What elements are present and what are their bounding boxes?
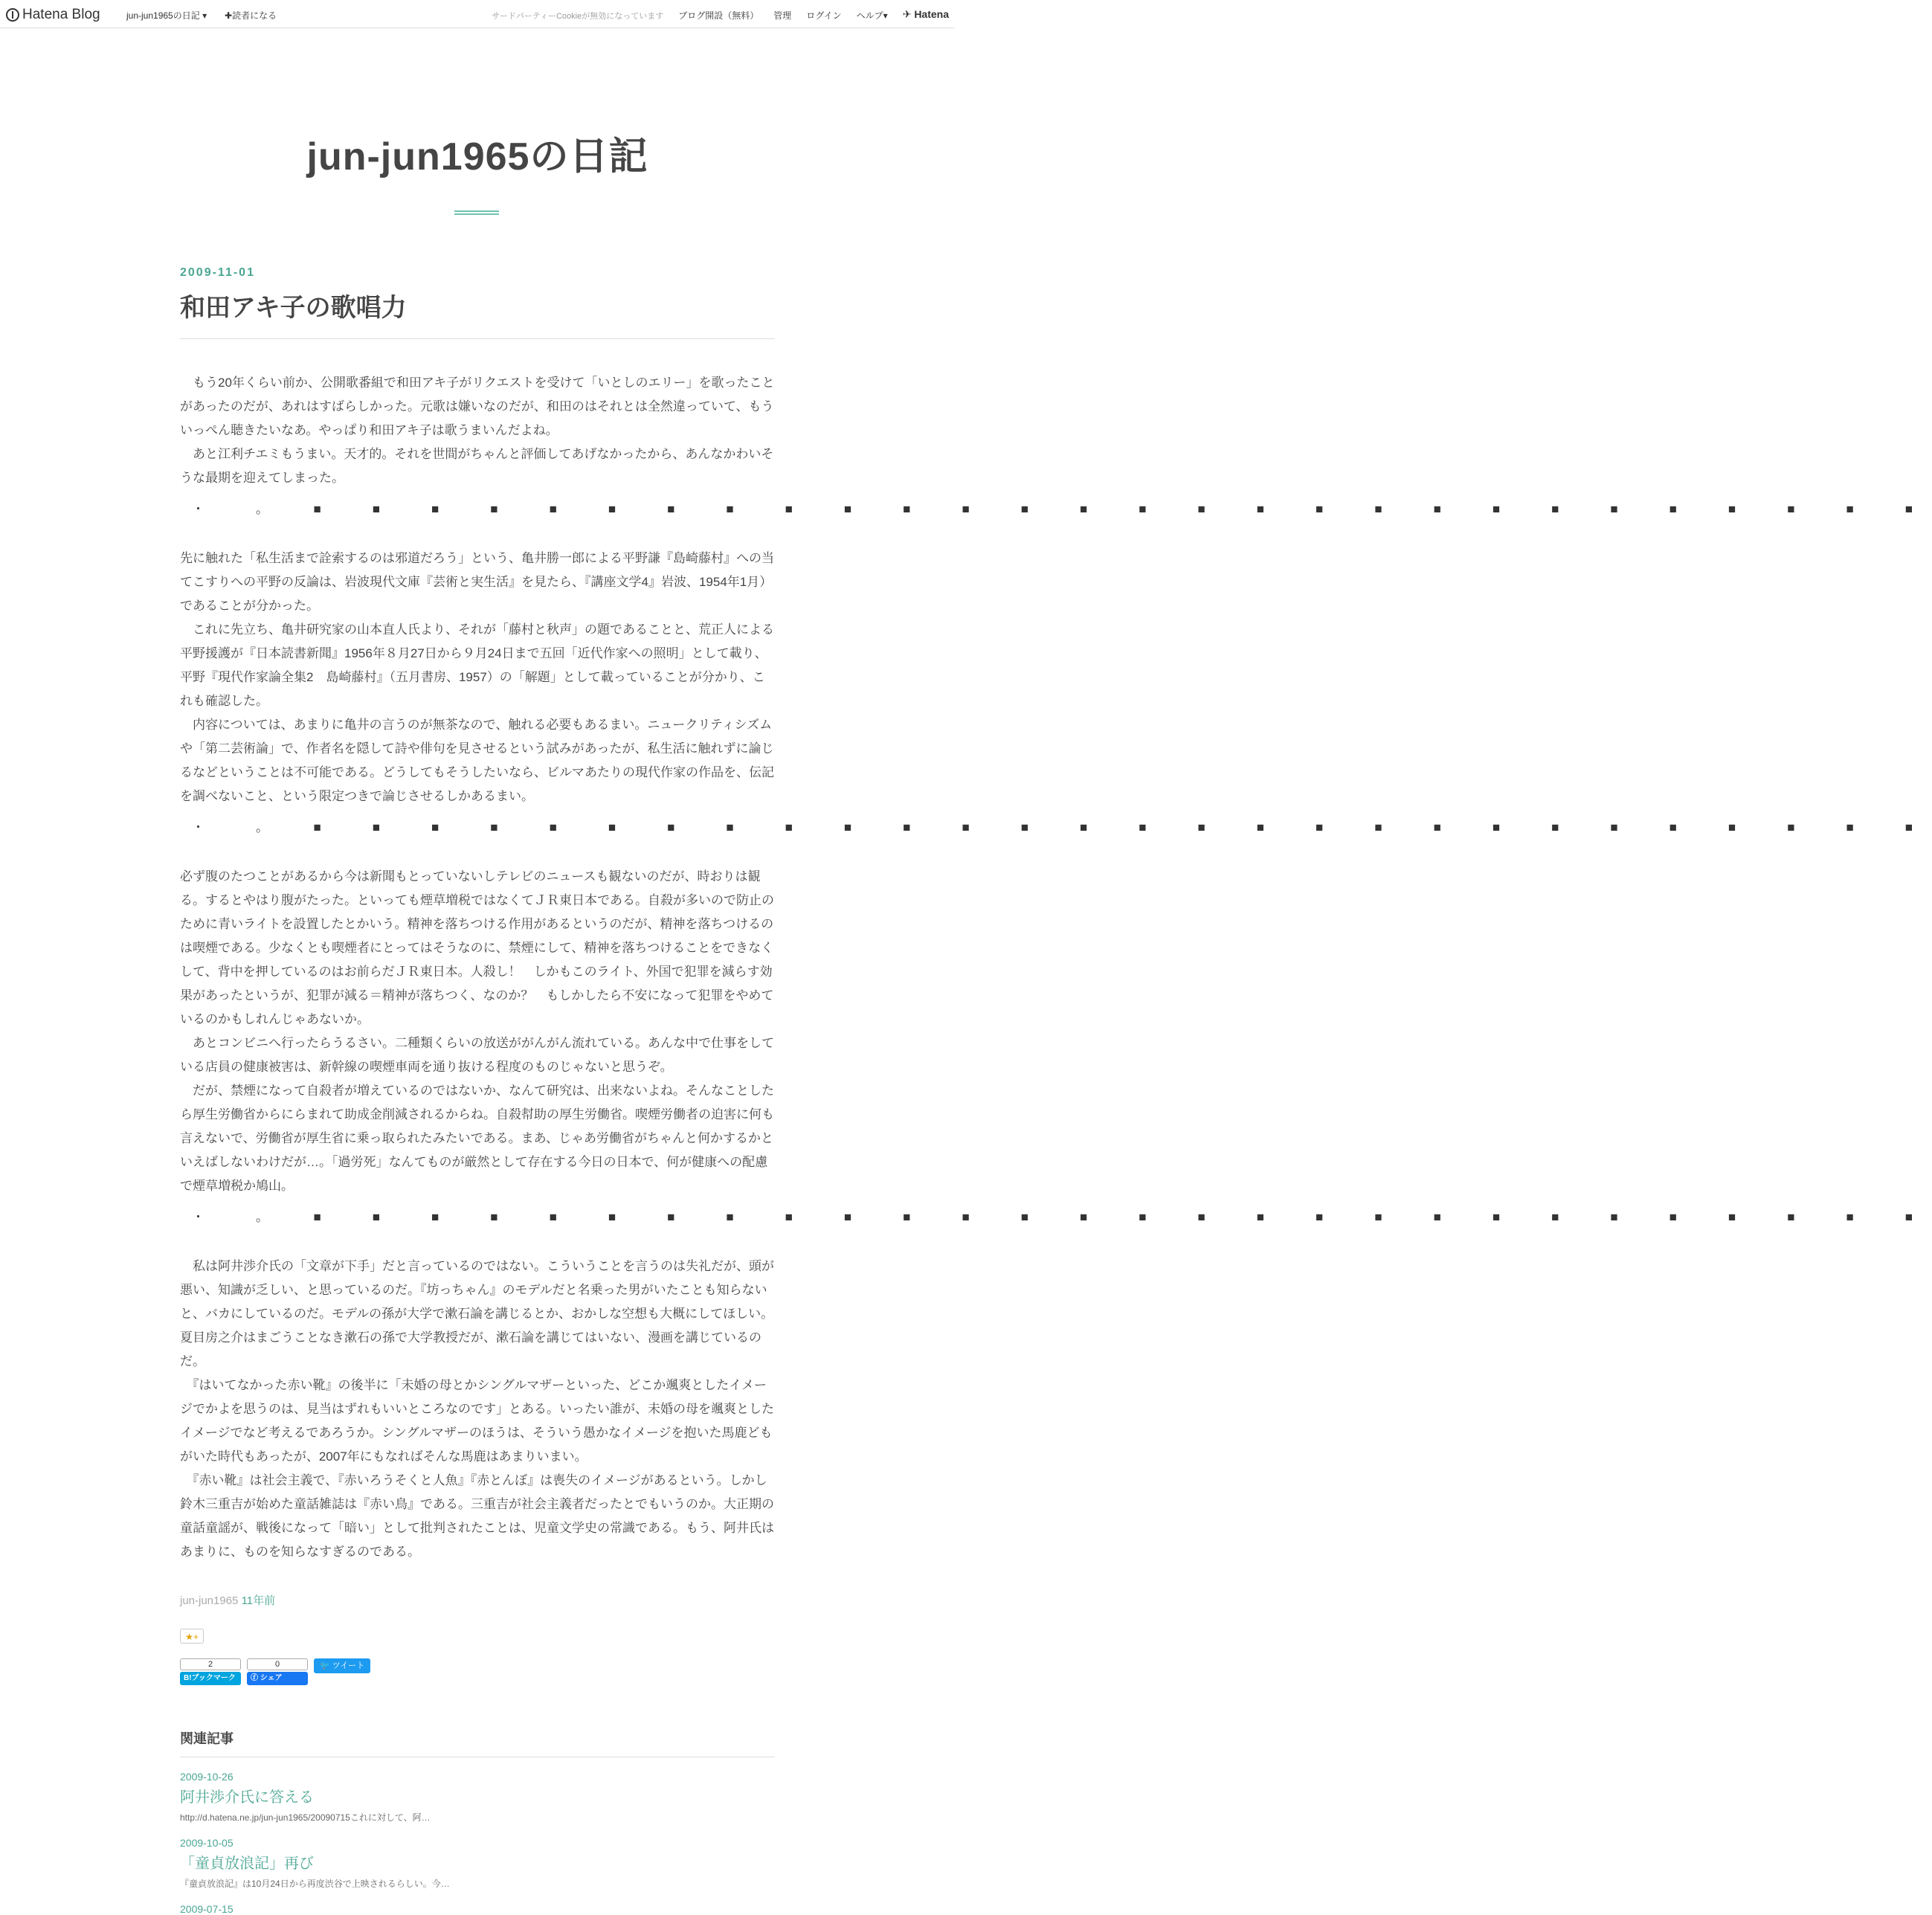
paragraph: これに先立ち、亀井研究家の山本直人氏より、それが「藤村と秋声」の題であることと、荒正人による平野援護が『日本読書新聞』1956年８月27日から９月24日まで五回「近代作家への照明」として載り、平野『現代作家論全集2 島崎藤村』（五月書房、1957）の「解題」として載っていることが分かり、これも確認した。 [180, 622, 774, 708]
facebook-share[interactable] [247, 1658, 308, 1685]
facebook-count: 0 [247, 1658, 308, 1670]
hatena-bookmark-button[interactable]: B!ブックマーク [180, 1672, 241, 1685]
paragraph: 『はいてなかった赤い靴』の後半に「未婚の母とかシングルマザーといった、どこか颯爽としたイメージでかよを思うのは、見当はずれもいいところなのです」とある。いったい誰が、未婚の母を颯爽としたイメージでなど考えるであろうか。シングルマザーのほうは、そういう愚かなイメージを抱いた馬鹿どもがいた時代もあったが、2007年にもなればそんな馬鹿はあまりいまい。 [180, 1378, 774, 1464]
blog-title[interactable]: jun-jun1965の日記 [306, 135, 648, 178]
caret-down-icon: ▾ [883, 10, 888, 21]
related-entry-date: 2009-07-15 [180, 1903, 234, 1915]
related-entries-heading: 関連記事 [180, 1728, 775, 1757]
paragraph: 『赤い靴』は社会主義で、『赤いろうそくと人魚』『赤とんぼ』は喪失のイメージがあるという。しかし鈴木三重吉が始めた童話雑誌は『赤い鳥』である。三重吉が社会主義者だったとでもいうのか。大正期の童話童謡が、戦後になって「暗い」として批判されたことは、児童文学史の常識である。もう、阿井氏はあまりに、ものを知らなすぎるのである。 [180, 1473, 774, 1559]
paragraph: 先に触れた「私生活まで詮索するのは邪道だろう」という、亀井勝一郎による平野謙『島崎藤村』への当てこすりへの平野の反論は、岩波現代文庫『芸術と実生活』を見たら、『講座文学4』岩波、1954年1月）であることが分かった。 [180, 551, 774, 613]
twitter-bird-icon: 🐦 [320, 1661, 332, 1670]
tweet-button[interactable]: 🐦 ツイート [314, 1658, 370, 1673]
section-separator: ・ 。 ■ ■ ■ ■ ■ ■ ■ ■ ■ ■ ■ ■ ■ ■ ■ ■ ■ ■ ■ ■ ■ ■ ■ ■ ■ ■ ■ ■ [192, 1210, 1932, 1224]
related-entry-title[interactable]: 阿井渉介氏に答える [180, 1789, 314, 1806]
global-header [0, 0, 955, 28]
entry-title[interactable]: 和田アキ子の歌唱力 [180, 287, 775, 339]
entry [180, 266, 1932, 1915]
facebook-share-button[interactable]: ⓕ シェア [247, 1672, 308, 1685]
paragraph: あとコンビニへ行ったらうるさい。二種類くらいの放送ががんがん流れている。あんな中で仕事をしている店員の健康被害は、新幹線の喫煙車両を通り抜ける程度のものじゃないと思うぞ。 [180, 1036, 774, 1074]
hatena-bird-icon: ✈ [902, 8, 915, 20]
paragraph: 必ず腹のたつことがあるから今は新聞もとっていないしテレビのニュースも観ないのだが、時おりは観る。するとやはり腹がたった。といっても煙草増税ではなくてＪＲ東日本である。自殺が多いので防止のために青いライトを設置したとかいう。精神を落ちつける作用があるというのだが、精神を落ちつけるのは喫煙である。少なくとも喫煙者にとってはそうなのに、禁煙にして、精神を落ちつけることをできなくして、背中を押しているのはお前らだＪＲ東日本。人殺し！ しかもこのライト、外国で犯罪を減らす効果があったというが、犯罪が減る＝精神が落ちつく、なのか？ もしかしたら不安になって犯罪をやめているのかもしれんじゃあないか。 [180, 869, 774, 1026]
caret-down-icon: ▾ [199, 10, 207, 21]
permalink-time[interactable]: 11年前 [241, 1594, 276, 1607]
related-entry[interactable] [180, 1903, 775, 1915]
entry-date[interactable]: 2009-11-01 [180, 266, 255, 279]
related-entry-snippet: http://d.hatena.ne.jp/jun-jun1965/20090715これに対して、阿… [180, 1812, 431, 1823]
blog-menu[interactable]: jun-jun1965の日記 ▾ [126, 10, 207, 21]
author-link[interactable]: jun-jun1965 [180, 1594, 239, 1607]
paragraph: 私は阿井渉介氏の「文章が下手」だと言っているのではない。こういうことを言うのは失礼だが、頭が悪い、知識が乏しい、と思っているのだ。『坊っちゃん』のモデルだと名乗った男がいたことも知らないと、バカにしているのだ。モデルの孫が大学で漱石論を講じるとか、おかしな空想も大概にしてほしい。夏目房之介はまごうことなき漱石の孫で大学教授だが、漱石論を講じてはいない、漫画を講じているのだ。 [180, 1259, 774, 1368]
hatena-brand[interactable]: ✈ Hatena [902, 8, 949, 20]
plus-icon: ✚ [225, 10, 233, 21]
login-link[interactable]: ログイン [806, 10, 842, 21]
add-star-button[interactable]: ★+ [180, 1629, 204, 1644]
paragraph: あと江利チエミもうまい。天才的。それを世間がちゃんと評価してあげなかったから、あんなかわいそうな最期を迎えてしまった。 [180, 447, 774, 485]
related-entry-date: 2009-10-05 [180, 1837, 234, 1849]
title-divider [454, 210, 499, 215]
section-separator: ・ 。 ■ ■ ■ ■ ■ ■ ■ ■ ■ ■ ■ ■ ■ ■ ■ ■ ■ ■ ■ ■ ■ ■ ■ ■ ■ ■ ■ ■ [192, 820, 1932, 834]
open-blog-link[interactable]: ブログ開設（無料） [678, 10, 759, 21]
related-entry[interactable] [180, 1837, 775, 1890]
subscribe-button[interactable]: ✚読者になる [225, 10, 277, 21]
related-entry-title[interactable]: 「童貞放浪記」再び [180, 1856, 314, 1872]
entry-footer [180, 1592, 775, 1608]
cookie-notice[interactable]: サードパーティーCookieが無効になっています [492, 11, 664, 21]
help-menu[interactable]: ヘルプ▾ [856, 10, 888, 21]
paragraph: もう20年くらい前か、公開歌番組で和田アキ子がリクエストを受けて「いとしのエリー」を歌ったことがあったのだが、あれはすばらしかった。元歌は嫌いなのだが、和田のはそれとは全然違っていて、もういっぺん聴きたいなあ。やっぱり和田アキ子は歌うまいんだよね。 [180, 376, 775, 437]
header-nav [492, 9, 949, 22]
entry-body [180, 371, 1932, 1564]
hatena-blog-logo[interactable]: Hatena Blog [6, 7, 100, 23]
paragraph: 内容については、あまりに亀井の言うのが無茶なので、触れる必要もあるまい。ニュークリティシズムや「第二芸術論」で、作者名を隠して詩や俳句を見させるという試みがあったが、私生活に触れずに論じるなどということは不可能である。どうしてもそうしたいなら、ビルマあたりの現代作家の作品を、伝記を調べないこと、という限定つきで論じさせるしかあるまい。 [180, 718, 774, 803]
hatena-bookmark-share[interactable] [180, 1658, 241, 1685]
related-entry-snippet: 『童貞放浪記』は10月24日から再度渋谷で上映されるらしい。今… [180, 1879, 450, 1889]
admin-link[interactable]: 管理 [773, 10, 792, 21]
paragraph: だが、禁煙になって自殺者が増えているのではないか、なんて研究は、出来ないよね。そんなことしたら厚生労働省からにらまれて助成金削減されるからね。自殺幇助の厚生労働省。喫煙労働者の迫害に何も言えないで、労働省が厚生省に乗っ取られたみたいである。まあ、じゃあ労働省がちゃんと何かするかといえばしないわけだが…。「過労死」なんてものが厳然として存在する今日の日本で、何が健康への配慮で煙草増税か鳩山。 [180, 1084, 774, 1193]
related-entry-date: 2009-10-26 [180, 1771, 234, 1783]
share-buttons [180, 1658, 775, 1685]
hatena-logo-icon [6, 8, 19, 22]
section-separator: ・ 。 ■ ■ ■ ■ ■ ■ ■ ■ ■ ■ ■ ■ ■ ■ ■ ■ ■ ■ ■ ■ ■ ■ ■ ■ ■ ■ ■ ■ [192, 502, 1932, 516]
related-entry[interactable] [180, 1771, 775, 1824]
bookmark-count: 2 [180, 1658, 241, 1670]
